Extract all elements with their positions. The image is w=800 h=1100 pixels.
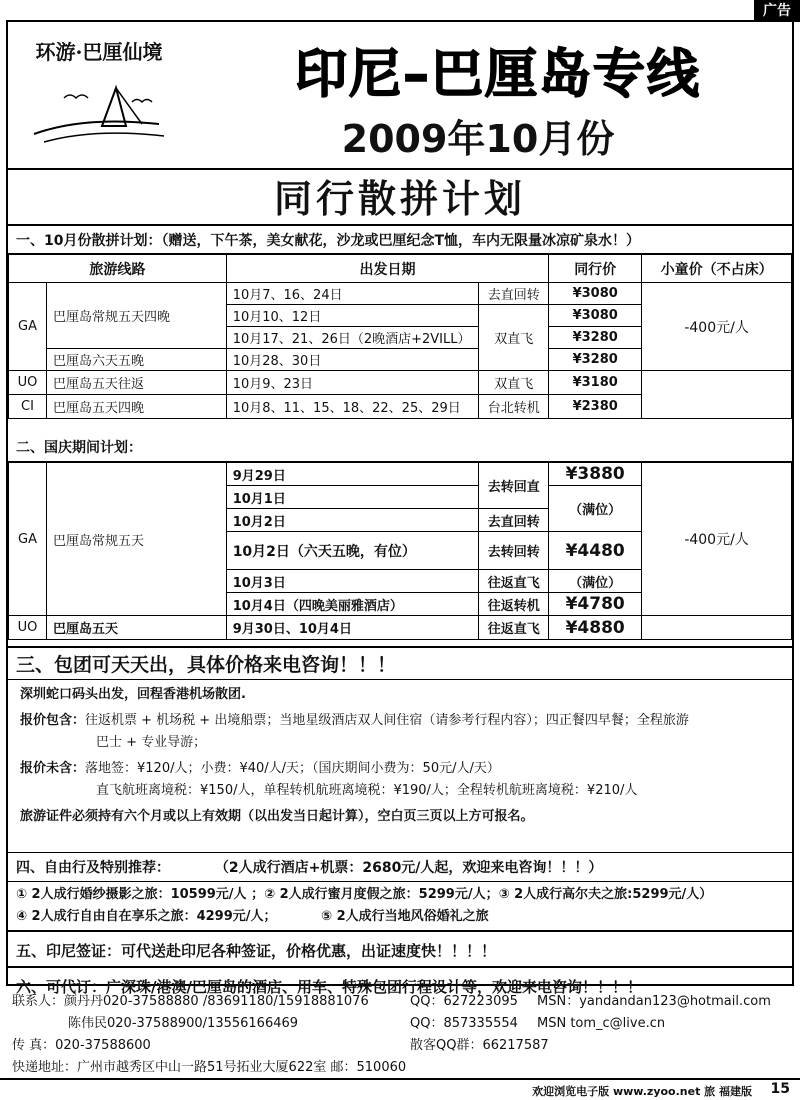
section4-note: （2人成行酒店+机票：2680元/人起，欢迎来电咨询！！！） — [214, 860, 603, 876]
msn-1: MSN：yandandan123@hotmail.com — [537, 994, 771, 1009]
recommend-row-1: ① 2人成行婚纱摄影之旅：10599元/人 ；② 2人成行蜜月度假之旅：5299元/人；③ 2人成行高尔夫之旅:5299元/人） — [16, 887, 713, 902]
departure-note: 深圳蛇口码头出发，回程香港机场散团. — [20, 687, 246, 702]
address-label: 快递地址： — [12, 1060, 78, 1075]
includes-line2: 巴士 + 专业导游； — [96, 735, 207, 750]
table-row — [9, 463, 792, 486]
price: ¥3180 — [549, 371, 642, 395]
price: （满位） — [549, 570, 642, 593]
airline-code: UO — [9, 616, 47, 640]
airline-code: GA — [9, 283, 47, 371]
footer — [0, 1078, 800, 1100]
package-details — [8, 682, 792, 828]
departure-date: 10月17、21、26日（2晚酒店+2VILL） — [226, 327, 479, 349]
subtitle-month: 2009年10月份 — [341, 117, 615, 161]
header-date: 出发日期 — [226, 255, 549, 283]
contact-person-1: 颜丹丹020-37588880 /83691180/15918881076 — [64, 994, 369, 1009]
section3-heading: 三、包团可天天出，具体价格来电咨询！！！ — [8, 646, 792, 680]
october-schedule-table — [8, 254, 792, 419]
header — [8, 22, 792, 170]
flight-mode: 双直飞 — [479, 371, 549, 395]
header-price: 同行价 — [549, 255, 642, 283]
departure-date: 10月10、12日 — [226, 305, 479, 327]
departure-date: 10月8、11、15、18、22、25、29日 — [226, 395, 479, 419]
price: ¥3080 — [549, 283, 642, 305]
qq-2: QQ：857335554 — [410, 1016, 518, 1031]
route-name: 巴厘岛常规五天 — [46, 463, 226, 616]
departure-date: 10月4日（四晚美丽雅酒店） — [226, 593, 479, 616]
price: ¥4880 — [549, 616, 642, 640]
departure-date: 9月29日 — [226, 463, 479, 486]
child-price: -400元/人 — [642, 463, 792, 616]
departure-date: 10月1日 — [226, 486, 479, 509]
section4-title: 四、自由行及特别推荐： — [16, 860, 170, 876]
section4-heading — [8, 852, 792, 882]
logo-text: 环游·巴厘仙境 — [35, 40, 163, 64]
route-name: 巴厘岛常规五天四晚 — [46, 283, 226, 349]
child-price-empty — [642, 616, 792, 640]
price: ¥3880 — [549, 463, 642, 486]
table-row — [9, 371, 792, 395]
departure-date: 9月30日、10月4日 — [226, 616, 479, 640]
departure-date: 10月28、30日 — [226, 349, 479, 371]
address: 广州市越秀区中山一路51号拓业大厦622室 邮：510060 — [77, 1060, 407, 1075]
price: （满位） — [549, 486, 642, 532]
flight-mode: 往返直飞 — [479, 570, 549, 593]
departure-date: 10月7、16、24日 — [226, 283, 479, 305]
flight-mode: 去直回转 — [479, 509, 549, 532]
flight-mode: 台北转机 — [479, 395, 549, 419]
header-child-price: 小童价（不占床） — [642, 255, 792, 283]
flight-mode: 去直回转 — [479, 283, 549, 305]
includes-line — [20, 710, 780, 732]
excludes-line2: 直飞航班离境税：¥150/人，单程转机航班离境税：¥190/人；全程转机航班离境税：¥210/人 — [96, 783, 638, 798]
recommend-item-4: ④ 2人成行自由自在享乐之旅：4299元/人； — [16, 909, 277, 924]
flight-mode: 往返转机 — [479, 593, 549, 616]
price: ¥3080 — [549, 305, 642, 327]
fax-number: 020-37588600 — [55, 1038, 151, 1053]
msn-2: MSN tom_c@live.cn — [537, 1016, 666, 1031]
departure-date: 10月3日 — [226, 570, 479, 593]
contact-person-2: 陈伟民020-37588900/13556166469 — [68, 1016, 299, 1031]
price: ¥4480 — [549, 532, 642, 570]
ad-frame — [6, 20, 794, 996]
flight-mode: 去转回直 — [479, 463, 549, 509]
table-header-row — [9, 255, 792, 283]
price: ¥2380 — [549, 395, 642, 419]
section1-heading: 一、10月份散拼计划：（赠送，下午茶，美女献花，沙龙或巴厘纪念T恤，车内无限量冰凉矿泉水！） — [8, 228, 792, 254]
route-name: 巴厘岛五天往返 — [46, 371, 226, 395]
passport-note: 旅游证件必须持有六个月或以上有效期（以出发当日起计算），空白页三页以上方可报名。 — [20, 809, 534, 824]
route-name: 巴厘岛五天 — [46, 616, 226, 640]
contact-label: 联系人： — [12, 994, 65, 1009]
child-price: -400元/人 — [642, 283, 792, 371]
sailboat-logo-icon — [24, 76, 174, 156]
price: ¥3280 — [549, 327, 642, 349]
ad-tag: 广告 — [754, 0, 800, 22]
recommend-row-2 — [8, 906, 792, 928]
airline-code: CI — [9, 395, 47, 419]
route-name: 巴厘岛六天五晚 — [46, 349, 226, 371]
flight-mode: 去转回转 — [479, 532, 549, 570]
qq-group: 散客QQ群：66217587 — [410, 1038, 549, 1053]
main-title: 印尼–巴厘岛专线 — [294, 45, 701, 105]
excludes-line — [20, 758, 780, 780]
child-price-empty — [642, 371, 792, 419]
fax-label: 传 真： — [12, 1038, 56, 1053]
airline-code: GA — [9, 463, 47, 616]
section6-heading: 六、可代订：广深珠/港澳/巴厘岛的酒店、用车、特殊包团行程设计等，欢迎来电咨询！！！！ — [8, 966, 792, 1004]
excludes-text: 落地签：¥120/人；小费：¥40/人/天；（国庆期间小费为：50元/人/天） — [85, 761, 500, 776]
route-name: 巴厘岛五天四晚 — [46, 395, 226, 419]
price: ¥4780 — [549, 593, 642, 616]
departure-date: 10月9、23日 — [226, 371, 479, 395]
page-number: 15 — [770, 1081, 790, 1097]
excludes-label: 报价未含： — [20, 761, 86, 776]
table-row — [9, 616, 792, 640]
price: ¥3280 — [549, 349, 642, 371]
table-row — [9, 283, 792, 305]
footer-text: 欢迎浏览电子版 www.zyoo.net 旅 福建版 — [532, 1085, 752, 1098]
section2-heading: 二、国庆期间计划： — [8, 434, 792, 462]
airline-code: UO — [9, 371, 47, 395]
qq-1: QQ：627223095 — [410, 994, 518, 1009]
plan-title: 同行散拼计划 — [8, 172, 792, 226]
logo — [14, 36, 184, 164]
recommend-item-5: ⑤ 2人成行当地风俗婚礼之旅 — [321, 909, 489, 924]
section5-heading: 五、印尼签证：可代送赴印尼各种签证，价格优惠，出证速度快！！！！ — [8, 930, 792, 968]
departure-date: 10月2日（六天五晚，有位） — [226, 532, 479, 570]
departure-date: 10月2日 — [226, 509, 479, 532]
includes-label: 报价包含： — [20, 713, 86, 728]
flight-mode: 双直飞 — [479, 305, 549, 371]
flight-mode: 往返直飞 — [479, 616, 549, 640]
header-route: 旅游线路 — [9, 255, 227, 283]
includes-text: 往返机票 + 机场税 + 出境船票；当地星级酒店双人间住宿（请参考行程内容）；四正餐四早餐；全程旅游 — [85, 713, 689, 728]
national-day-table — [8, 462, 792, 640]
